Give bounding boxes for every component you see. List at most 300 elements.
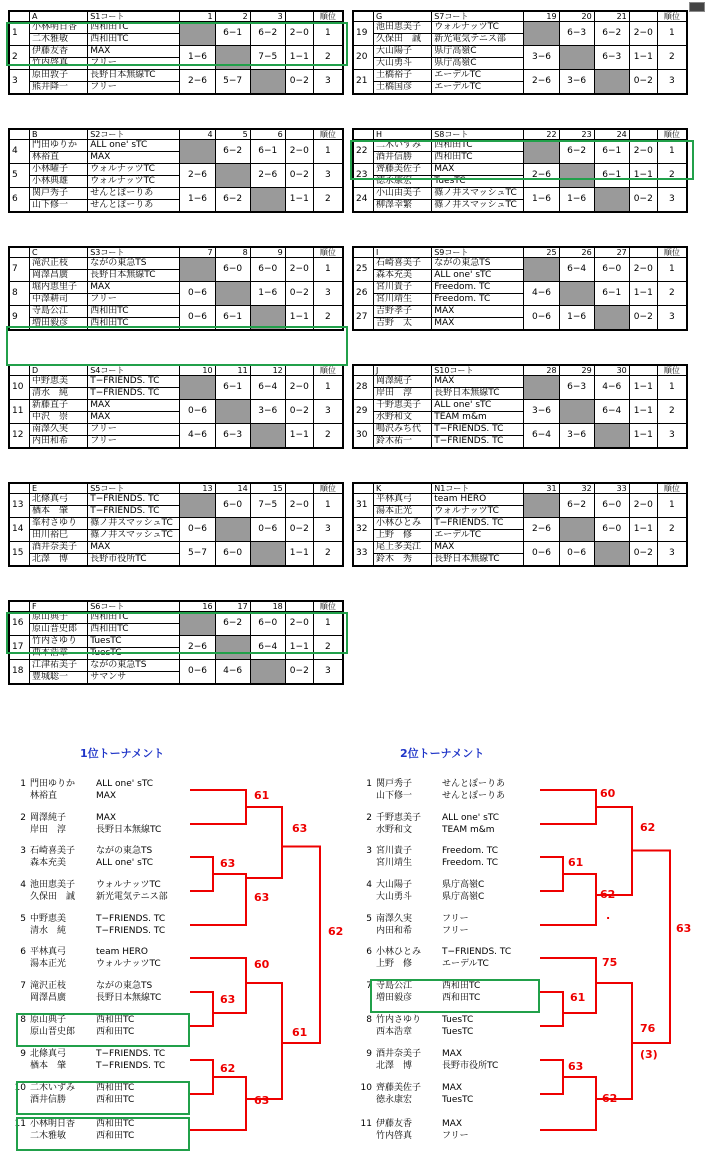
player-name: 西本浩章	[376, 1027, 413, 1037]
bracket-line	[540, 1077, 596, 1130]
player-number: 27	[354, 306, 374, 330]
seed-number: 4	[20, 880, 26, 890]
final-rank: 1	[313, 140, 342, 164]
match-score: 6−2	[594, 22, 629, 46]
player-number: 15	[10, 542, 30, 566]
player-number: 22	[354, 140, 374, 164]
bracket-score: 63	[220, 857, 236, 870]
group-letter: J	[374, 366, 432, 376]
bracket-score: 63	[676, 922, 692, 935]
win-loss-record: 0−2	[285, 518, 313, 542]
club-name: 西和田TC	[96, 1095, 135, 1105]
rank-header: 順位	[657, 484, 686, 494]
player-name: 清水 純	[30, 926, 67, 936]
player-name: 二木いずみ	[30, 1083, 76, 1093]
club-name: T−FRIENDS. TC	[88, 494, 180, 506]
court-name: S10コート	[432, 366, 524, 376]
club-name: 西和田TC	[442, 981, 481, 991]
player-name: 水野和文	[376, 825, 413, 835]
player-name: 小林曜子	[30, 164, 88, 176]
bracket-line	[190, 992, 213, 1026]
club-name: 西和田TC	[96, 1083, 135, 1093]
player-name: 中野恵美	[30, 376, 88, 388]
club-name: せんとぽーりあ	[442, 779, 506, 789]
match-score: 0−6	[180, 660, 215, 684]
player-name: 原山晋史郎	[30, 624, 88, 636]
match-score: 1−6	[559, 306, 594, 330]
win-loss-record: 1−1	[629, 376, 657, 400]
rank-header: 順位	[313, 366, 342, 376]
final-rank: 1	[657, 258, 686, 282]
match-score: 3−6	[559, 424, 594, 448]
player-name: 小林明日香	[30, 1119, 76, 1129]
bracket-note: (3)	[640, 1048, 658, 1061]
player-name: 柳澤幸繁	[374, 200, 432, 212]
final-rank: 3	[657, 306, 686, 330]
club-name: フリー	[442, 1131, 469, 1141]
match-score: 6−2	[250, 22, 285, 46]
club-name: Freedom. TC	[442, 846, 499, 856]
player-name: 小山由美子	[374, 188, 432, 200]
player-name: 田川裕巳	[30, 530, 88, 542]
win-loss-record: 2−0	[629, 140, 657, 164]
club-name: T−FRIENDS. TC	[88, 388, 180, 400]
seed-number: 8	[366, 1015, 372, 1025]
court-name: S4コート	[88, 366, 180, 376]
player-number: 33	[354, 542, 374, 566]
player-number: 19	[354, 22, 374, 46]
bracket-line	[190, 1077, 246, 1130]
club-name: T−FRIENDS. TC	[432, 518, 524, 530]
player-name: 吉野孝子	[374, 306, 432, 318]
player-name: 徳永康宏	[376, 1095, 413, 1105]
col-number: 11	[215, 366, 250, 376]
club-name: T−FRIENDS. TC	[96, 926, 166, 936]
rank-header: 順位	[657, 130, 686, 140]
player-name: 宮川貴子	[376, 846, 413, 856]
match-score: 6−3	[559, 376, 594, 400]
player-name: 増田毅彦	[376, 993, 413, 1003]
win-loss-record: 0−2	[629, 188, 657, 212]
club-name: フリー	[88, 294, 180, 306]
player-name: 中澤耕司	[30, 294, 88, 306]
final-rank: 2	[313, 542, 342, 566]
club-name: MAX	[88, 542, 180, 554]
match-score: 6−0	[594, 494, 629, 518]
club-name: 長野日本無線TC	[432, 388, 524, 400]
match-score: 6−1	[594, 282, 629, 306]
match-score: 2−6	[524, 518, 559, 542]
player-number: 7	[10, 258, 30, 282]
club-name: MAX	[442, 1083, 463, 1093]
club-name: エーデルTC	[432, 82, 524, 94]
player-name: 峯村さゆり	[30, 518, 88, 530]
col-number: 22	[524, 130, 559, 140]
win-loss-record: 2−0	[285, 612, 313, 636]
bracket-score: 62	[220, 1062, 236, 1075]
bracket-score: 61	[568, 856, 584, 869]
win-loss-record: 2−0	[629, 494, 657, 518]
seed-number: 5	[20, 914, 26, 924]
player-number: 18	[10, 660, 30, 684]
club-name: せんとぽーりあ	[442, 791, 506, 801]
col-number: 4	[180, 130, 215, 140]
group-letter: I	[374, 248, 432, 258]
col-number: 20	[559, 12, 594, 22]
final-rank: 3	[313, 282, 342, 306]
bracket-line	[596, 983, 632, 1099]
player-name: 楢本 肇	[30, 506, 88, 518]
match-score: 3−6	[250, 400, 285, 424]
club-name: フリー	[88, 82, 180, 94]
seed-number: 6	[20, 947, 26, 957]
player-number: 4	[10, 140, 30, 164]
player-name: 内田和希	[376, 926, 413, 936]
match-score: 2−6	[524, 70, 559, 94]
match-score: 6−3	[594, 46, 629, 70]
win-loss-record: 2−0	[285, 22, 313, 46]
player-name: 森本充美	[30, 858, 67, 868]
club-name: フリー	[88, 436, 180, 448]
match-score: 6−1	[215, 376, 250, 400]
player-name: 湯本正光	[374, 506, 432, 518]
rank-header: 順位	[313, 484, 342, 494]
court-name: N1コート	[432, 484, 524, 494]
match-score: 6−2	[215, 140, 250, 164]
win-loss-record: 1−1	[285, 188, 313, 212]
player-number: 16	[10, 612, 30, 636]
club-name: ながの東急TS	[88, 660, 180, 672]
player-name: 楢本 肇	[30, 1061, 67, 1071]
club-name: MAX	[432, 306, 524, 318]
final-rank: 3	[313, 660, 342, 684]
win-loss-record: 1−1	[629, 46, 657, 70]
win-loss-record: 1−1	[285, 424, 313, 448]
player-number: 31	[354, 494, 374, 518]
club-name: ながの東急TS	[88, 258, 180, 270]
player-name: 竹内さゆり	[376, 1015, 422, 1025]
club-name: 篠ノ井スマッシュTC	[432, 188, 524, 200]
match-score: 6−1	[215, 306, 250, 330]
rank-header: 順位	[313, 248, 342, 258]
bracket-line	[190, 857, 213, 891]
group-letter: D	[30, 366, 88, 376]
group-letter: K	[374, 484, 432, 494]
club-name: 篠ノ井スマッシュTC	[88, 518, 180, 530]
col-number: 33	[594, 484, 629, 494]
club-name: MAX	[88, 400, 180, 412]
court-name: S3コート	[88, 248, 180, 258]
player-name: 酒井信勝	[30, 1095, 67, 1105]
match-score: 3−6	[559, 70, 594, 94]
group-letter: E	[30, 484, 88, 494]
match-score: 6−4	[250, 376, 285, 400]
col-number: 18	[250, 602, 285, 612]
club-name: team HERO	[432, 494, 524, 506]
bracket-score: 63	[220, 993, 236, 1006]
bracket-line	[596, 807, 632, 895]
player-number: 32	[354, 518, 374, 542]
player-number: 20	[354, 46, 374, 70]
col-number: 25	[524, 248, 559, 258]
group-letter: G	[374, 12, 432, 22]
group-letter: H	[374, 130, 432, 140]
player-name: 豊城聡一	[30, 672, 88, 684]
player-name: 徳永康宏	[374, 176, 432, 188]
final-rank: 1	[313, 376, 342, 400]
club-name: ALL one' sTC	[442, 813, 500, 823]
player-name: 門田ゆりか	[30, 779, 76, 789]
bracket-score: 75	[602, 956, 618, 969]
match-score: 0−6	[180, 282, 215, 306]
club-name: Freedom. TC	[432, 294, 524, 306]
final-rank: 3	[313, 164, 342, 188]
club-name: せんとぽーりあ	[88, 200, 180, 212]
match-score: 6−0	[215, 542, 250, 566]
win-loss-record: 2−0	[285, 376, 313, 400]
match-score: 0−6	[559, 542, 594, 566]
match-score: 6−0	[215, 494, 250, 518]
match-score: 4−6	[180, 424, 215, 448]
win-loss-record: 2−0	[285, 140, 313, 164]
bracket-line	[190, 1060, 213, 1094]
match-score: 2−6	[180, 164, 215, 188]
bracket-line	[282, 847, 320, 1044]
club-name: TuesTC	[442, 1027, 474, 1037]
win-loss-record: 1−1	[629, 400, 657, 424]
win-loss-record: 1−1	[285, 636, 313, 660]
match-score: 1−6	[180, 46, 215, 70]
player-number: 10	[10, 376, 30, 400]
bracket-line	[540, 992, 563, 1026]
player-name: 酒井信勝	[374, 152, 432, 164]
match-score: 6−2	[215, 612, 250, 636]
match-score: 6−4	[250, 636, 285, 660]
club-name: ウォルナッツTC	[88, 164, 180, 176]
seed-number: 6	[366, 947, 372, 957]
final-rank: 2	[657, 46, 686, 70]
match-score: 0−6	[180, 306, 215, 330]
final-rank: 1	[313, 22, 342, 46]
club-name: 新光電気テニス部	[96, 892, 168, 902]
match-score: 6−1	[250, 140, 285, 164]
player-name: 門田ゆりか	[30, 140, 88, 152]
club-name: Freedom. TC	[432, 282, 524, 294]
rank-header: 順位	[313, 130, 342, 140]
final-rank: 3	[657, 70, 686, 94]
player-number: 6	[10, 188, 30, 212]
player-number: 29	[354, 400, 374, 424]
player-name: 上野 修	[374, 530, 432, 542]
final-rank: 1	[313, 494, 342, 518]
win-loss-record: 1−1	[285, 542, 313, 566]
player-name: 齊藤美佐子	[374, 164, 432, 176]
bracket-line	[540, 874, 596, 925]
seed-number: 1	[20, 779, 26, 789]
seed-number: 3	[20, 846, 26, 856]
final-rank: 2	[657, 400, 686, 424]
match-score: 6−0	[250, 612, 285, 636]
club-name: Freedom. TC	[442, 858, 499, 868]
club-name: ウォルナッツTC	[96, 959, 161, 969]
player-name: 岡澤純子	[30, 813, 67, 823]
match-score: 2−6	[250, 164, 285, 188]
match-score: 6−4	[524, 424, 559, 448]
win-loss-record: 1−1	[629, 424, 657, 448]
player-name: 岡澤昌廣	[30, 270, 88, 282]
player-number: 30	[354, 424, 374, 448]
final-rank: 2	[657, 282, 686, 306]
final-rank: 2	[313, 306, 342, 330]
win-loss-record: 0−2	[285, 660, 313, 684]
player-name: 宮川靖生	[376, 858, 413, 868]
player-number: 24	[354, 188, 374, 212]
seed-number: 5	[366, 914, 372, 924]
win-loss-record: 2−0	[629, 22, 657, 46]
club-name: ウォルナッツTC	[432, 22, 524, 34]
club-name: 西和田TC	[88, 306, 180, 318]
rank-header: 順位	[657, 248, 686, 258]
player-name: 二木いずみ	[374, 140, 432, 152]
club-name: 県庁高嶺C	[442, 880, 485, 890]
final-rank: 1	[657, 494, 686, 518]
player-number: 11	[10, 400, 30, 424]
col-number: 7	[180, 248, 215, 258]
match-score: 6−0	[215, 258, 250, 282]
final-rank: 3	[657, 188, 686, 212]
player-number: 17	[10, 636, 30, 660]
club-name: エーデルTC	[442, 959, 489, 969]
match-score: 6−2	[559, 140, 594, 164]
seed-number: 8	[20, 1015, 26, 1025]
club-name: MAX	[442, 1119, 463, 1129]
player-name: 二木雅敏	[30, 1131, 67, 1141]
player-name: 北條真弓	[30, 494, 88, 506]
final-rank: 1	[313, 258, 342, 282]
win-loss-record: 2−0	[285, 258, 313, 282]
seed-number: 2	[366, 813, 372, 823]
player-number: 8	[10, 282, 30, 306]
player-name: 石崎喜美子	[374, 258, 432, 270]
club-name: 西和田TC	[432, 152, 524, 164]
col-number: 8	[215, 248, 250, 258]
player-number: 12	[10, 424, 30, 448]
player-name: 大山勇斗	[374, 58, 432, 70]
club-name: ALL one' sTC	[96, 779, 154, 789]
player-name: 大山陽子	[376, 880, 413, 890]
col-number: 27	[594, 248, 629, 258]
match-score: 6−0	[250, 258, 285, 282]
win-loss-record: 2−0	[285, 494, 313, 518]
col-number: 5	[215, 130, 250, 140]
club-name: 西和田TC	[442, 993, 481, 1003]
match-score: 6−2	[215, 188, 250, 212]
player-name: 吉野 太	[374, 318, 432, 330]
seed-number: 3	[366, 846, 372, 856]
player-name: 林裕直	[30, 791, 58, 801]
club-name: T−FRIENDS. TC	[432, 436, 524, 448]
final-rank: 2	[313, 188, 342, 212]
club-name: 西和田TC	[96, 1027, 135, 1037]
player-number: 5	[10, 164, 30, 188]
club-name: TuesTC	[432, 176, 524, 188]
player-name: 大山勇斗	[376, 892, 413, 902]
bracket-score: 76	[640, 1022, 656, 1035]
club-name: T−FRIENDS. TC	[96, 1049, 166, 1059]
col-number: 12	[250, 366, 285, 376]
player-name: 中沢 崇	[30, 412, 88, 424]
bracket-score: 63	[254, 1094, 270, 1107]
player-name: 伊藤友香	[376, 1119, 413, 1129]
club-name: 長野日本無線TC	[432, 554, 524, 566]
match-score: 0−6	[524, 542, 559, 566]
player-number: 13	[10, 494, 30, 518]
club-name: 長野日本無線TC	[88, 270, 180, 282]
seed-number: 10	[14, 1083, 26, 1093]
match-score: 6−4	[559, 258, 594, 282]
player-name: 江津祐美子	[30, 660, 88, 672]
player-name: 池田恵美子	[374, 22, 432, 34]
player-name: 岸田 淳	[30, 825, 67, 835]
player-name: 尾上多美江	[374, 542, 432, 554]
final-rank: 3	[313, 70, 342, 94]
col-number: 32	[559, 484, 594, 494]
player-name: 北澤 博	[30, 554, 88, 566]
club-name: 西和田TC	[96, 1015, 135, 1025]
club-name: 西和田TC	[88, 624, 180, 636]
col-number: 17	[215, 602, 250, 612]
club-name: 西和田TC	[88, 612, 180, 624]
player-name: 増田毅彦	[30, 318, 88, 330]
player-name: 林裕直	[30, 152, 88, 164]
club-name: T−FRIENDS. TC	[432, 424, 524, 436]
rank-header: 順位	[313, 12, 342, 22]
seed-number: 2	[20, 813, 26, 823]
win-loss-record: 1−1	[629, 518, 657, 542]
bracket-score: 62	[328, 925, 344, 938]
court-name: S6コート	[88, 602, 180, 612]
rank-header: 順位	[313, 602, 342, 612]
club-name: MAX	[88, 152, 180, 164]
seed-number: 7	[366, 981, 372, 991]
court-name: S9コート	[432, 248, 524, 258]
player-name: 宮川靖生	[374, 294, 432, 306]
final-rank: 3	[657, 542, 686, 566]
club-name: フリー	[442, 914, 469, 924]
seed-number: 9	[20, 1049, 26, 1059]
club-name: 長野日本無線TC	[88, 70, 180, 82]
win-loss-record: 0−2	[285, 282, 313, 306]
bracket-line	[540, 857, 563, 891]
club-name: MAX	[88, 46, 180, 58]
match-score: 4−6	[215, 660, 250, 684]
match-score: 7−5	[250, 494, 285, 518]
player-name: 堀内恵里子	[30, 282, 88, 294]
club-name: 県庁高嶺C	[432, 58, 524, 70]
match-score: 4−6	[594, 376, 629, 400]
match-score: 0−6	[250, 518, 285, 542]
match-score: 6−1	[215, 22, 250, 46]
player-name: 新藤直子	[30, 400, 88, 412]
club-name: 篠ノ井スマッシュTC	[88, 530, 180, 542]
player-number: 25	[354, 258, 374, 282]
match-score: 6−0	[594, 518, 629, 542]
seed-number: 4	[366, 880, 372, 890]
player-number: 9	[10, 306, 30, 330]
player-name: 土橋国彦	[374, 82, 432, 94]
court-name: S8コート	[432, 130, 524, 140]
player-name: 西本浩章	[30, 648, 88, 660]
